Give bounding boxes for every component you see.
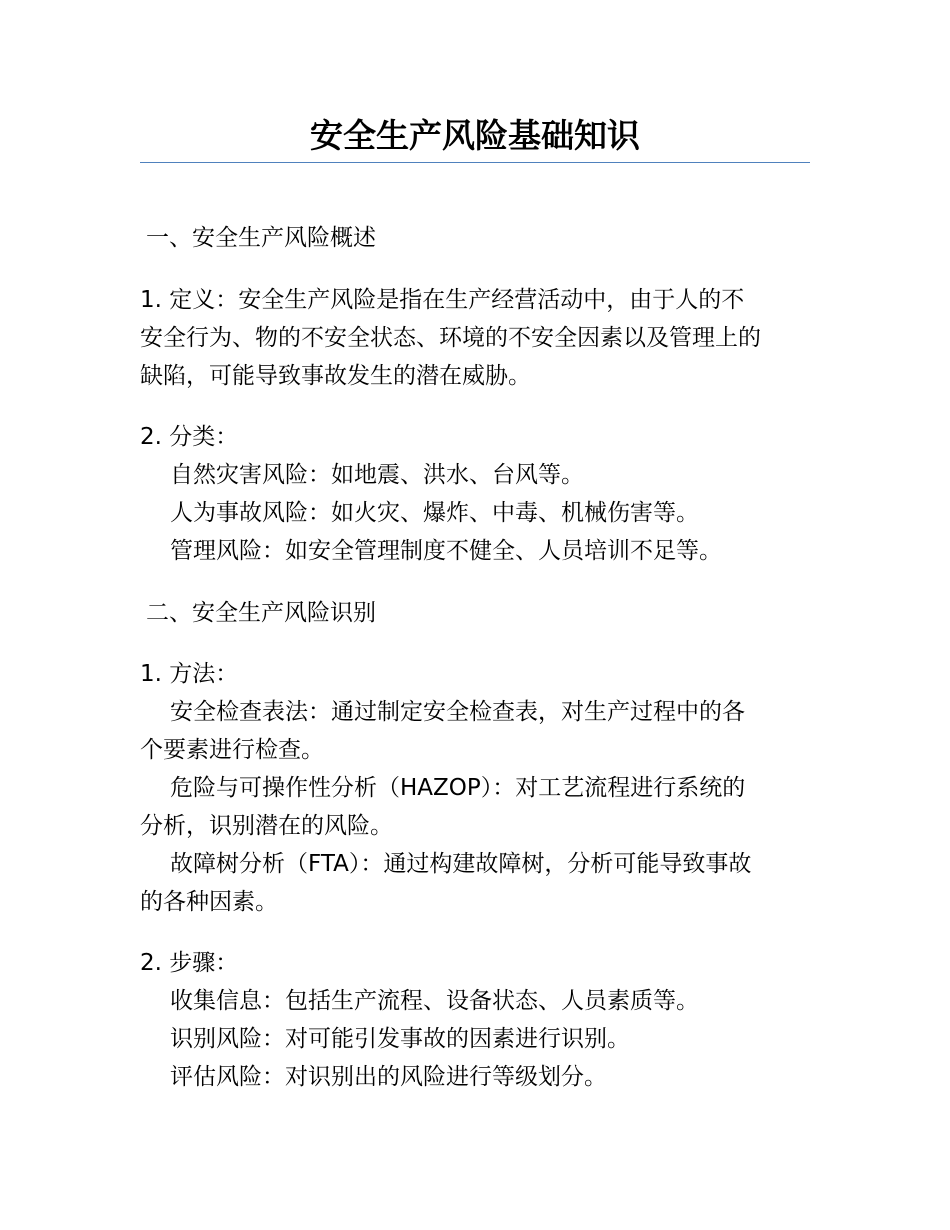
subsection-label: 2. 步骤：: [140, 950, 239, 976]
title-underline: [140, 162, 810, 163]
subsection-label: 2. 分类：: [140, 424, 239, 450]
list-item: 自然灾害风险：如地震、洪水、台风等。: [170, 462, 584, 488]
list-item: 安全检查表法：通过制定安全检查表，对生产过程中的各: [170, 699, 745, 725]
list-item: 收集信息：包括生产流程、设备状态、人员素质等。: [170, 988, 699, 1014]
section-heading: 二、安全生产风险识别: [146, 600, 376, 626]
paragraph-line: 安全行为、物的不安全状态、环境的不安全因素以及管理上的: [140, 325, 761, 351]
list-item: 危险与可操作性分析（HAZOP）：对工艺流程进行系统的: [170, 775, 746, 801]
subsection-label: 1. 方法：: [140, 661, 239, 687]
list-item: 识别风险：对可能引发事故的因素进行识别。: [170, 1026, 630, 1052]
section-heading: 一、安全生产风险概述: [146, 225, 376, 251]
paragraph-line: 缺陷，可能导致事故发生的潜在威胁。: [140, 363, 531, 389]
paragraph-line: 1. 定义：安全生产风险是指在生产经营活动中，由于人的不: [140, 287, 745, 313]
list-item: 管理风险：如安全管理制度不健全、人员培训不足等。: [170, 538, 722, 564]
list-item: 人为事故风险：如火灾、爆炸、中毒、机械伤害等。: [170, 500, 699, 526]
list-item-continuation: 分析，识别潜在的风险。: [140, 813, 393, 839]
page-title: 安全生产风险基础知识: [310, 116, 640, 155]
list-item-continuation: 的各种因素。: [140, 889, 278, 915]
list-item: 故障树分析（FTA）：通过构建故障树，分析可能导致事故: [170, 851, 752, 877]
list-item: 评估风险：对识别出的风险进行等级划分。: [170, 1064, 607, 1090]
list-item-continuation: 个要素进行检查。: [140, 737, 324, 763]
